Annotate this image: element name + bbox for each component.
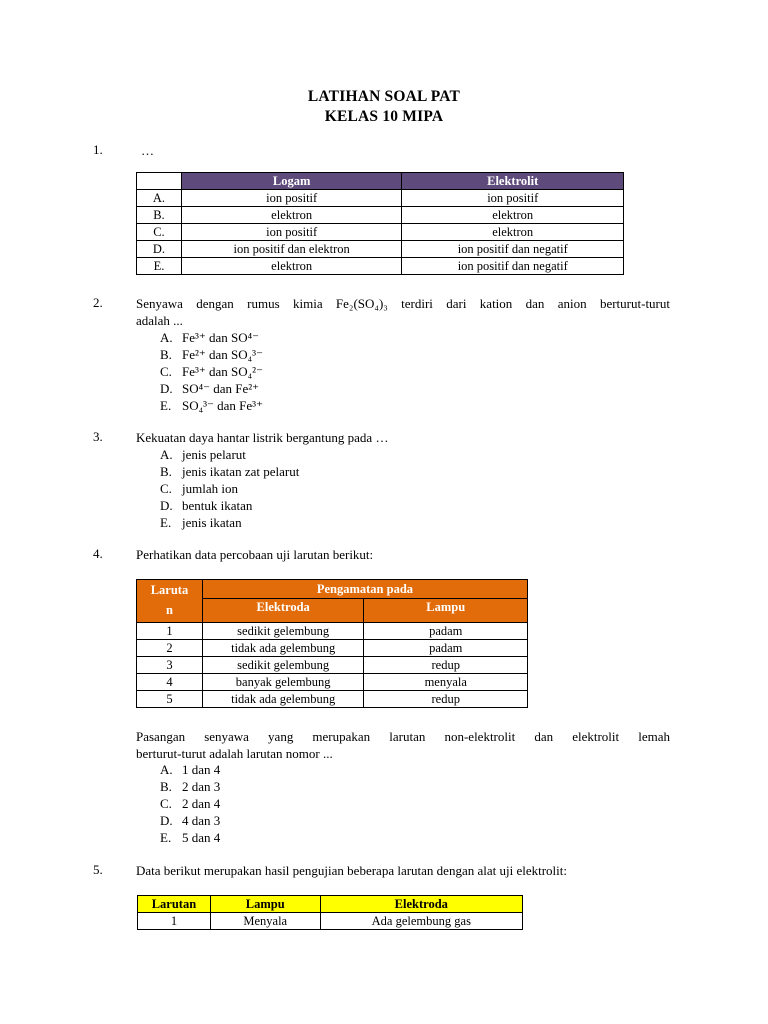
- table-cell: tidak ada gelembung: [202, 640, 364, 657]
- option-d[interactable]: D. 4 dan 3: [160, 813, 221, 828]
- table-cell: redup: [364, 691, 528, 708]
- option-d[interactable]: D. SO⁴⁻ dan Fe²⁺: [160, 381, 260, 396]
- option-d[interactable]: D. bentuk ikatan: [160, 498, 253, 513]
- table-cell: elektron: [181, 258, 402, 275]
- question-3-options: [160, 446, 299, 531]
- table-header-larutan: Laruta n: [137, 580, 203, 623]
- table-cell: padam: [364, 640, 528, 657]
- question-4-table: [136, 579, 528, 708]
- question-4-text: Perhatikan data percobaan uji larutan berikut:: [136, 547, 374, 562]
- option-c[interactable]: C. jumlah ion: [160, 481, 238, 496]
- option-b[interactable]: B. Fe²⁺ dan SO₄³⁻: [160, 347, 263, 362]
- option-c[interactable]: C. Fe³⁺ dan SO₄²⁻: [160, 364, 263, 379]
- table-cell: ion positif: [181, 224, 402, 241]
- question-4-followup: [136, 728, 670, 762]
- table-row: [137, 691, 528, 708]
- question-4-number: 4.: [93, 546, 103, 561]
- question-2-text-line2: adalah ...: [136, 313, 183, 328]
- table-header-elektroda: Elektroda: [202, 599, 364, 623]
- table-header-lampu: Lampu: [210, 896, 320, 913]
- table-cell: elektron: [181, 207, 402, 224]
- table-cell: ion positif dan negatif: [402, 258, 624, 275]
- option-e[interactable]: E. jenis ikatan: [160, 515, 242, 530]
- option-e[interactable]: E. 5 dan 4: [160, 830, 221, 845]
- table-cell: 3: [137, 657, 203, 674]
- option-a[interactable]: A. Fe³⁺ dan SO⁴⁻: [160, 330, 260, 345]
- table-cell: 1: [137, 623, 203, 640]
- question-3-number: 3.: [93, 429, 103, 444]
- table-header-blank: [137, 173, 182, 190]
- question-5-table: [137, 895, 523, 930]
- table-row: [137, 207, 624, 224]
- option-a[interactable]: A. 1 dan 4: [160, 762, 221, 777]
- table-cell: redup: [364, 657, 528, 674]
- table-cell: B.: [137, 207, 182, 224]
- table-cell: 2: [137, 640, 203, 657]
- question-3-text: Kekuatan daya hantar listrik bergantung pada …: [136, 430, 389, 445]
- question-5-number: 5.: [93, 862, 103, 877]
- document-subtitle: KELAS 10 MIPA: [324, 108, 444, 125]
- table-row: [137, 623, 528, 640]
- question-2-text-line1: Senyawa dengan rumus kimia Fe₂(SO₄)₃ terdiri dari kation dan anion berturut-turut: [136, 296, 670, 311]
- table-row: [137, 190, 624, 207]
- question-5-text: Data berikut merupakan hasil pengujian beberapa larutan dengan alat uji elektrolit:: [136, 863, 567, 878]
- table-row: [137, 657, 528, 674]
- question-4-options: [160, 761, 220, 846]
- option-e[interactable]: E. SO₄³⁻ dan Fe³⁺: [160, 398, 263, 413]
- table-row: [137, 674, 528, 691]
- table-header-logam: Logam: [181, 173, 402, 190]
- document-title: LATIHAN SOAL PAT: [307, 88, 461, 105]
- table-row: [137, 241, 624, 258]
- table-cell: E.: [137, 258, 182, 275]
- question-2-text: [136, 295, 670, 329]
- table-cell: C.: [137, 224, 182, 241]
- table-cell: menyala: [364, 674, 528, 691]
- option-b[interactable]: B. 2 dan 3: [160, 779, 221, 794]
- option-c[interactable]: C. 2 dan 4: [160, 796, 221, 811]
- table-cell: ion positif dan elektron: [181, 241, 402, 258]
- table-cell: 1: [138, 913, 211, 930]
- question-4-followup-line1: Pasangan senyawa yang merupakan larutan non-elektrolit dan elektrolit lemah: [136, 729, 670, 744]
- table-cell: ion positif: [181, 190, 402, 207]
- table-header-lampu: Lampu: [364, 599, 528, 623]
- question-1-text: …: [141, 143, 154, 158]
- table-row: [137, 224, 624, 241]
- table-cell: A.: [137, 190, 182, 207]
- table-header-larutan: Larutan: [138, 896, 211, 913]
- question-2-number: 2.: [93, 295, 103, 310]
- option-a[interactable]: A. jenis pelarut: [160, 447, 246, 462]
- table-row: [137, 640, 528, 657]
- table-cell: ion positif: [402, 190, 624, 207]
- table-cell: padam: [364, 623, 528, 640]
- option-b[interactable]: B. jenis ikatan zat pelarut: [160, 464, 300, 479]
- table-cell: tidak ada gelembung: [202, 691, 364, 708]
- question-1-number: 1.: [93, 142, 103, 157]
- table-cell: sedikit gelembung: [202, 623, 364, 640]
- table-cell: 4: [137, 674, 203, 691]
- question-2-options: [160, 329, 263, 414]
- table-header-pengamatan: Pengamatan pada: [202, 580, 527, 599]
- table-cell: sedikit gelembung: [202, 657, 364, 674]
- table-cell: elektron: [402, 224, 624, 241]
- table-header-elektrolit: Elektrolit: [402, 173, 624, 190]
- table-cell: elektron: [402, 207, 624, 224]
- table-cell: ion positif dan negatif: [402, 241, 624, 258]
- table-cell: banyak gelembung: [202, 674, 364, 691]
- question-4-followup-line2: berturut-turut adalah larutan nomor ...: [136, 746, 333, 761]
- table-cell: 5: [137, 691, 203, 708]
- table-cell: Ada gelembung gas: [320, 913, 522, 930]
- table-row: [138, 913, 523, 930]
- table-cell: D.: [137, 241, 182, 258]
- question-1-table: [136, 172, 624, 275]
- table-cell: Menyala: [210, 913, 320, 930]
- table-row: [137, 258, 624, 275]
- table-header-elektroda: Elektroda: [320, 896, 522, 913]
